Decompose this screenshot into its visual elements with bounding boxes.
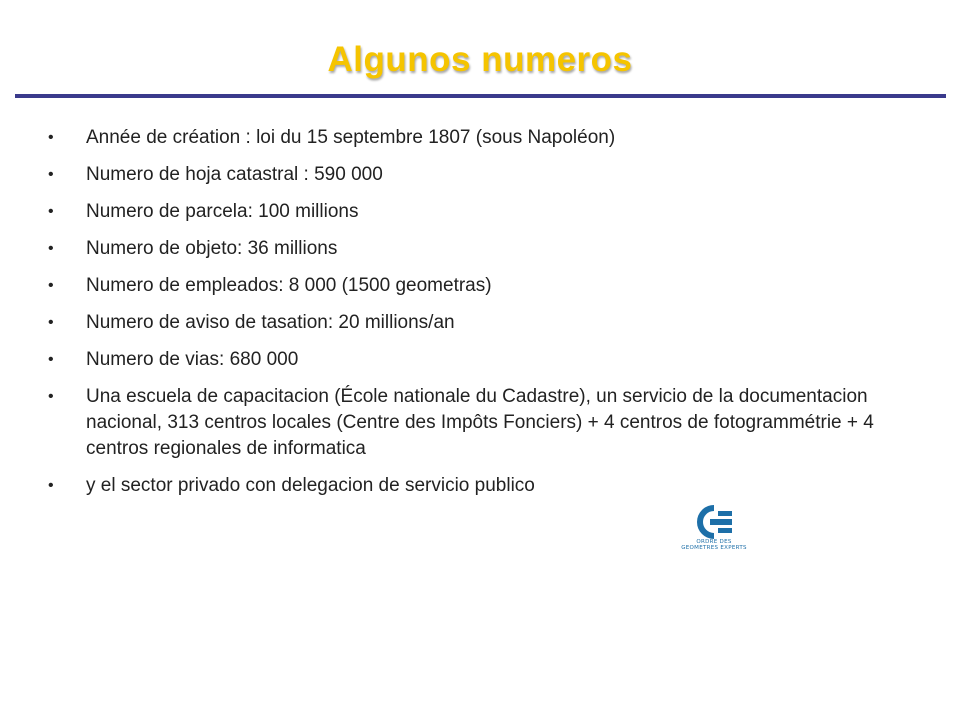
bullet-text: Numero de parcela: 100 millions — [86, 201, 359, 222]
title-divider — [15, 94, 946, 98]
bullet-item — [48, 347, 928, 373]
bullet-dot-icon: • — [48, 477, 54, 494]
bullet-item — [48, 273, 928, 299]
oge-logo — [668, 505, 760, 561]
logo-text-line1: ORDRE DES — [696, 539, 732, 545]
bullet-dot-icon: • — [48, 351, 54, 368]
bullet-dot-icon: • — [48, 129, 54, 146]
logo-text-line2: GEOMETRES EXPERTS — [681, 545, 747, 551]
bullet-list — [48, 125, 928, 510]
oge-logo-icon — [694, 505, 734, 539]
slide-title: Algunos numeros — [327, 40, 633, 79]
bullet-text: Numero de hoja catastral : 590 000 — [86, 164, 383, 185]
bullet-dot-icon: • — [48, 277, 54, 294]
bullet-text: Numero de objeto: 36 millions — [86, 238, 338, 259]
bullet-text: Una escuela de capacitacion (École nationale du Cadastre), un servicio de la documentacion nacional, 313 centros locales (Centre des Impôts Fonciers) + 4 centros de fotogrammétrie + 4 centros regionales de informatica — [86, 386, 874, 459]
bullet-item — [48, 162, 928, 188]
bullet-text: Année de création : loi du 15 septembre 1807 (sous Napoléon) — [86, 127, 616, 148]
bullet-text: Numero de aviso de tasation: 20 millions/an — [86, 312, 455, 333]
bullet-text: Numero de empleados: 8 000 (1500 geometras) — [86, 275, 492, 296]
bullet-item — [48, 125, 928, 151]
bullet-text: y el sector privado con delegacion de servicio publico — [86, 475, 535, 496]
bullet-item — [48, 310, 928, 336]
bullet-dot-icon: • — [48, 166, 54, 183]
bullet-item — [48, 473, 928, 499]
bullet-dot-icon: • — [48, 240, 54, 257]
bullet-item — [48, 199, 928, 225]
bullet-item — [48, 236, 928, 262]
bullet-text: Numero de vias: 680 000 — [86, 349, 299, 370]
bullet-dot-icon: • — [48, 203, 54, 220]
bullet-dot-icon: • — [48, 388, 54, 405]
bullet-dot-icon: • — [48, 314, 54, 331]
bullet-item — [48, 384, 928, 462]
